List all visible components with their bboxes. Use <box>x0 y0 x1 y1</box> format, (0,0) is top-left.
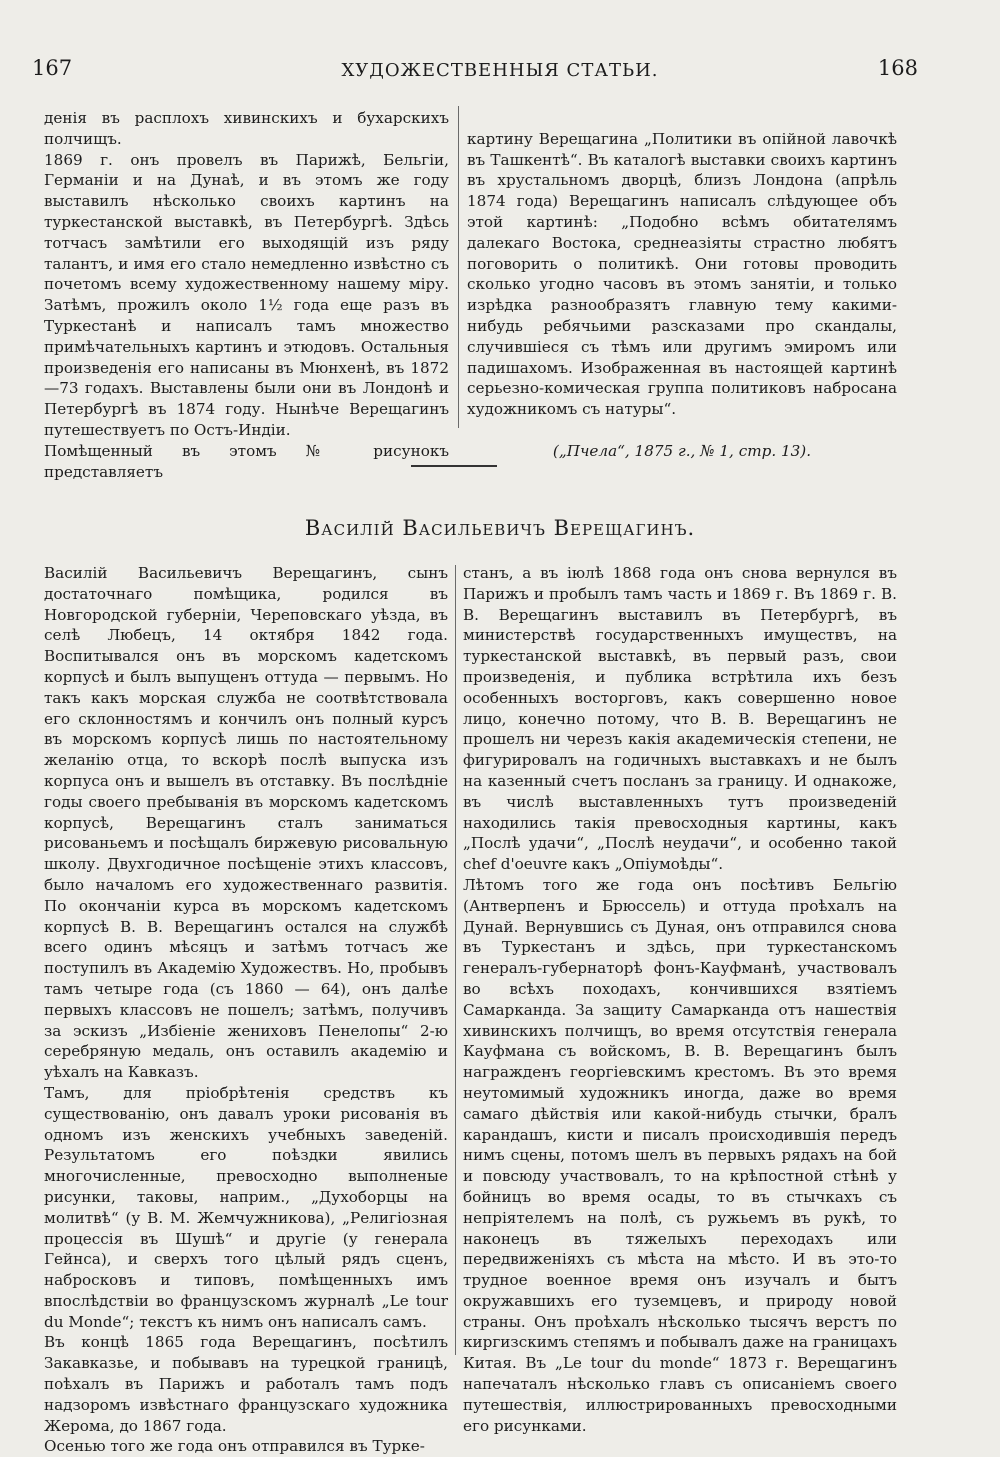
article-column-left: Василій Васильевичъ Верещагинъ, сынъ достаточнаго помѣщика, родился въ Новгородской губерніи, Череповскаго уѣзда, въ селѣ Любецъ, 14 октября 1842 года. Воспитывался онъ въ морскомъ кадетскомъ корпусѣ и былъ выпущенъ оттуда — первымъ. Но такъ какъ морская служба не соотвѣтствовала его склонностямъ и кончилъ онъ полный курсъ въ морскомъ корпусѣ лишь по настоятельному желанію отца, то вскорѣ послѣ выпуска изъ корпуса онъ и вышелъ въ отставку. Въ послѣдніе годы своего пребыванія въ морскомъ кадетскомъ корпусѣ, Верещагинъ сталъ заниматься рисованьемъ и посѣщалъ биржевую рисовальную школу. Двухгодичное посѣщеніе этихъ классовъ, было началомъ его художественнаго развитія. По окончаніи курса въ морскомъ кадетскомъ корпусѣ В. В. Верещагинъ остался на службѣ всего одинъ мѣсяцъ и затѣмъ тотчасъ же поступилъ въ Академію Художествъ. Но, пробывъ тамъ четыре года (съ 1860 — 64), онъ далѣе первыхъ классовъ не пошелъ; затѣмъ, получивъ за эскизъ „Избіеніе жениховъ Пенелопы“ 2-ю серебряную медаль, онъ оставилъ академію и уѣхалъ на Кавказъ. Тамъ, для пріобрѣтенія средствъ къ существованію, онъ давалъ уроки рисованія въ одномъ изъ женскихъ учебныхъ заведеній. Результатомъ его поѣздки явились многочисленные, превосходно выполненые рисунки, таковы, наприм., „Духоборцы на молитвѣ“ (у В. М. Жемчужникова), „Религіозная процессія въ Шушѣ“ и другіе (у генерала Гейнса), и сверхъ того цѣлый рядъ сценъ, набросковъ и типовъ, помѣщенныхъ имъ впослѣдствіи во французскомъ журналѣ „Le tour du Monde“; текстъ къ нимъ онъ написалъ самъ. Въ концѣ 1865 года Верещагинъ, посѣтилъ Закавказье, и побывавъ на турецкой границѣ, поѣхалъ въ Парижъ и работалъ тамъ подъ надзоромъ извѣстнаго французскаго художника Жерома, до 1867 года. Осенью того же года онъ отправился въ Турке- <box>44 564 448 1456</box>
source-citation: („Пчела“, 1875 г., № 1, стр. 13). <box>552 441 812 460</box>
article-title: Василій Васильевичъ Верещагинъ. <box>304 516 696 540</box>
page-number-left: 167 <box>32 56 73 80</box>
top-column-left: денія въ расплохъ хивинскихъ и бухарскихъ полчищъ. 1869 г. онъ провелъ въ Парижѣ, Бельгіи, Германіи и на Дунаѣ, и въ этомъ же году выставилъ нѣсколько своихъ картинъ на туркестанской выставкѣ, въ Петербургѣ. Здѣсь тотчасъ замѣтили его выходящій изъ ряду талантъ, и имя его стало немедленно извѣстно съ почетомъ всему художественному нашему міру. Затѣмъ, прожилъ около 1½ года еще разъ въ Туркестанѣ и написалъ тамъ множество примѣчательныхъ картинъ и этюдовъ. Остальныя произведенія его написаны въ Мюнхенѣ, въ 1872—73 годахъ. Выставлены были они въ Лондонѣ и Петербургѣ въ 1874 году. Нынѣче Верещагинъ путешествуетъ по Остъ-Индіи. Помѣщенный въ этомъ № рисунокъ представляетъ <box>44 109 449 481</box>
article-column-right: станъ, а въ іюлѣ 1868 года онъ снова вернулся въ Парижъ и пробылъ тамъ часть и 1869 г. Въ 1869 г. В. В. Верещагинъ выставилъ въ Петербургѣ, въ министерствѣ государственныхъ имуществъ, на туркестанской выставкѣ, въ первый разъ, свои произведенія, и публика встрѣтила ихъ безъ особенныхъ восторговъ, какъ совершенно новое лицо, конечно потому, что В. В. Верещагинъ не прошелъ ни черезъ какія академическія степени, не фигурировалъ на годичныхъ выставкахъ и не былъ на казенный счетъ посланъ за границу. И однакоже, въ числѣ выставленныхъ тутъ произведеній находились такія превосходныя картины, какъ „Послѣ удачи“, „Послѣ неудачи“, и особенно такой chef d'oeuvre какъ „Опіумоѣды“. Лѣтомъ того же года онъ посѣтивъ Бельгію (Антверпенъ и Брюссель) и оттуда проѣхалъ на Дунай. Вернувшись съ Дуная, онъ отправился снова въ Туркестанъ и здѣсь, при туркестанскомъ генералъ-губернаторѣ фонъ-Кауфманѣ, участвовалъ во всѣхъ походахъ, кончившихся взятіемъ Самарканда. За защиту Самарканда отъ нашествія хивинскихъ полчищъ, во время отсутствія генерала Кауфмана съ войскомъ, В. В. Верещагинъ былъ награжденъ георгіевскимъ крестомъ. Въ это время неутомимый художникъ иногда, даже во время самаго дѣйствія или какой-нибудь стычки, бралъ карандашъ, кисти и писалъ происходившія передъ нимъ сцены, потомъ шелъ въ первыхъ рядахъ на бой и повсюду участвовалъ, то на крѣпостной стѣнѣ у бойницъ во время осады, то въ стычкахъ съ непріятелемъ на полѣ, съ ружьемъ въ рукѣ, то наконецъ въ тяжелыхъ переходахъ или передвиженіяхъ съ мѣста на мѣсто. И въ это-то трудное военное время онъ изучалъ и бытъ окружавшихъ его туземцевъ, и природу новой страны. Онъ проѣхалъ нѣсколько тысячъ верстъ по киргизскимъ степямъ и побывалъ даже на границахъ Китая. Въ „Le tour du monde“ 1873 г. Верещагинъ напечаталъ нѣсколько главъ съ описаніемъ своего путешествія, иллюстрированныхъ превосходными его рисунками. <box>463 564 897 1435</box>
column-divider-top <box>458 106 459 428</box>
top-column-right-text: картину Верещагина „Политики въ опійной лавочкѣ въ Ташкентѣ“. Въ каталогѣ выставки своихъ картинъ въ хрустальномъ дворцѣ, близъ Лондона (апрѣль 1874 года) Верещагинъ написалъ слѣдующее объ этой картинѣ: „Подобно всѣмъ обитателямъ далекаго Востока, среднеазіяты страстно любятъ поговорить о политикѣ. Они готовы проводить сколько угодно часовъ въ этомъ занятіи, и только изрѣдка разнообразятъ главную тему какими-нибудь ребячьими разсказами про скандалы, случившіеся съ тѣмъ или другимъ эмиромъ или падишахомъ. Изображенная въ настоящей картинѣ серьезно-комическая группа политиковъ набросана художникомъ съ натуры“. <box>467 129 897 419</box>
section-separator <box>411 465 497 467</box>
running-title: ХУДОЖЕСТВЕННЫЯ СТАТЬИ. <box>341 60 659 81</box>
page-number-right: 168 <box>877 56 918 80</box>
top-column-right <box>467 108 897 482</box>
column-divider-article <box>455 565 456 1355</box>
